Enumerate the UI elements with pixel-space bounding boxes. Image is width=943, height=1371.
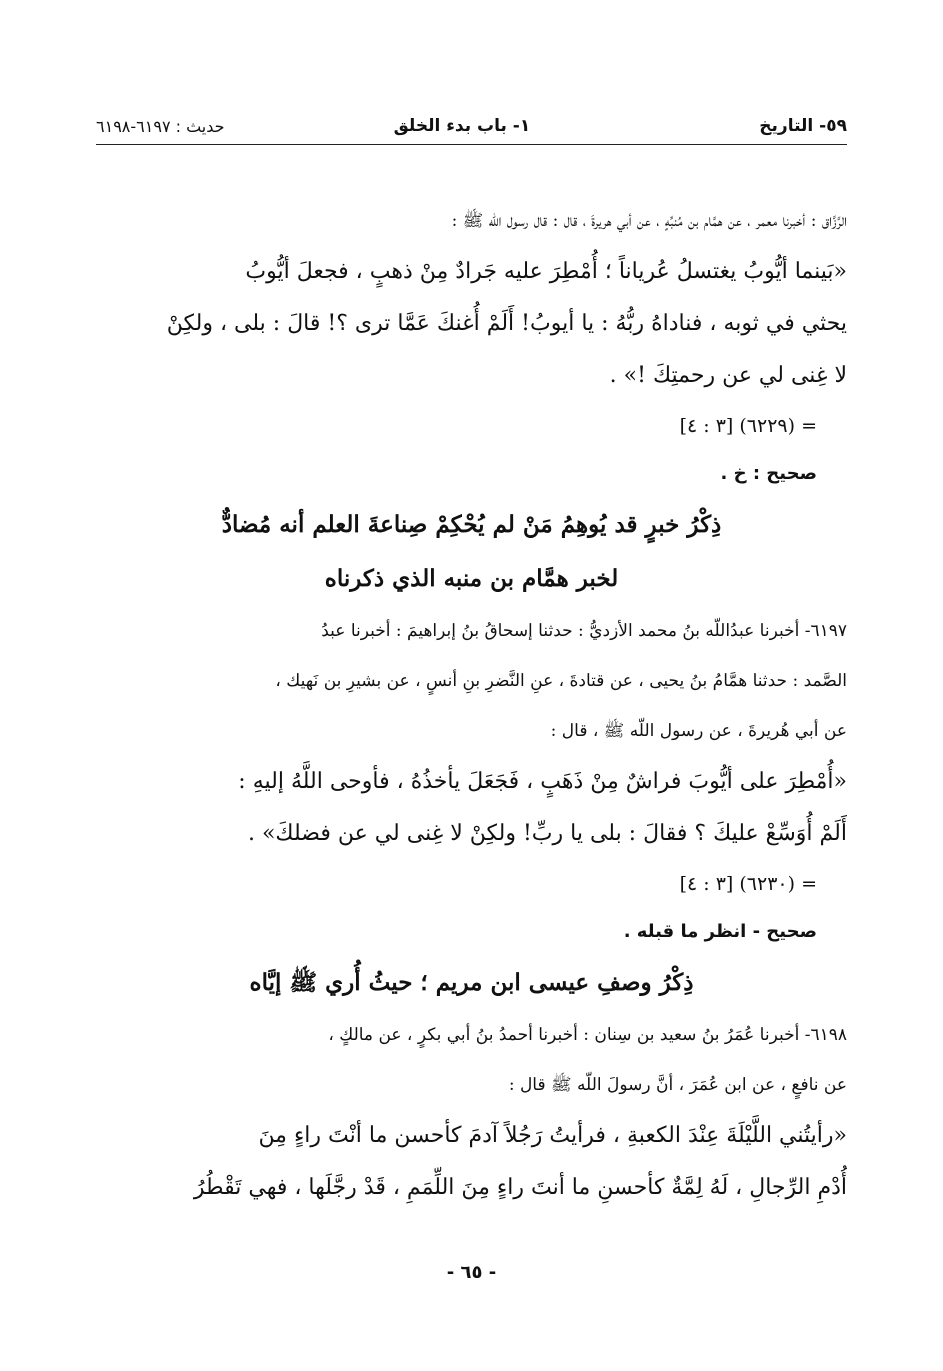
isnad-line: ٦١٩٨- أخبرنا عُمَرُ بنُ سعيد بن سِنان : أخبرنا أحمدُ بنُ أبي بكرٍ ، عن مالكٍ ، [328, 1025, 847, 1045]
section-heading: ذِكْرُ خبرٍ قد يُوهِمُ مَنْ لم يُحْكِمْ صِناعةَ العلم أنه مُضادٌّ [221, 511, 722, 538]
page-number: - ٦٥ - [446, 1262, 497, 1283]
section-title: ١- باب بدء الخلق [393, 116, 531, 136]
hadith-text-line: أَلَمْ أُوَسِّعْ عليكَ ؟ فقالَ : بلى يا ربِّ! ولكِنْ لا غِنى لي عن فضلكَ» . [247, 821, 847, 846]
hadith-text-line: يحثي في ثوبه ، فناداهُ ربُّهُ : يا أيوبُ! أَلَمْ أُغنكَ عَمَّا ترى ؟! قالَ : بلى ، ولكِنْ [166, 311, 847, 336]
chapter-title: ٥٩- التاريخ [759, 116, 847, 136]
text-line: الرَّزَّاق : أخبرنا معمر ، عن همَّام بن مُنبِّهٍ ، عن أبي هريرةَ ، قال : قال رسول اللّه ﷺ : [451, 211, 847, 231]
isnad-line: عن نافعٍ ، عن ابن عُمَرَ ، أنَّ رسولَ اللّه ﷺ قال : [508, 1075, 847, 1095]
isnad-line: ٦١٩٧- أخبرنا عبدُاللّه بنُ محمد الأزديُّ : حدثنا إسحاقُ بنُ إبراهيمَ : أخبرنا عبدُ [321, 621, 847, 641]
grading-line: صحيح - انظر ما قبله . [623, 921, 817, 942]
hadith-text-line: «بَينما أيُّوبُ يغتسلُ عُرياناً ؛ أُمْطِرَ عليه جَرادٌ مِنْ ذهبٍ ، فجعلَ أيُّوبُ [245, 259, 847, 284]
hadith-text-line: لا غِنى لي عن رحمتِكَ !» . [609, 363, 847, 388]
section-heading: ذِكْرُ وصفِ عيسى ابن مريم ؛ حيثُ أُري ﷺ إيَّاه [249, 969, 694, 996]
isnad-line: الصَّمد : حدثنا همَّامُ بنُ يحيى ، عن قتادةَ ، عنِ النَّضرِ بنِ أنسٍ ، عن بشيرِ بن نَهيك ، [275, 671, 847, 691]
hadith-text-line: «أُمْطِرَ على أيُّوبَ فراشٌ مِنْ ذَهَبٍ ، فَجَعَلَ يأخذُهُ ، فأوحى اللَّهُ إليهِ : [238, 769, 847, 794]
page-body [96, 196, 847, 1214]
hadith-text-line: «رأيتُني اللَّيْلَةَ عِنْدَ الكعبةِ ، فرأيتُ رَجُلاً آدمَ كأحسن ما أنْتَ راءٍ مِنَ [258, 1123, 847, 1148]
grading-line: صحيح : خ . [720, 463, 817, 484]
isnad-line: عن أبي هُريرةَ ، عن رسول اللّه ﷺ ، قال : [550, 721, 847, 741]
running-header [96, 108, 847, 145]
reference-line: = (٦٢٣٠) [٣ : ٤] [679, 873, 817, 895]
reference-line: = (٦٢٢٩) [٣ : ٤] [679, 415, 817, 437]
hadith-range: حديث : ٦١٩٧-٦١٩٨ [96, 116, 225, 136]
hadith-text-line: أُدْمِ الرِّجالِ ، لَهُ لِمَّةٌ كأحسنِ ما أنتَ راءٍ مِنَ اللِّمَمِ ، قَدْ رجَّلَها ، فهي تَقْطُرُ [193, 1175, 847, 1200]
section-heading: لخبر همَّام بن منبه الذي ذكرناه [324, 565, 619, 592]
